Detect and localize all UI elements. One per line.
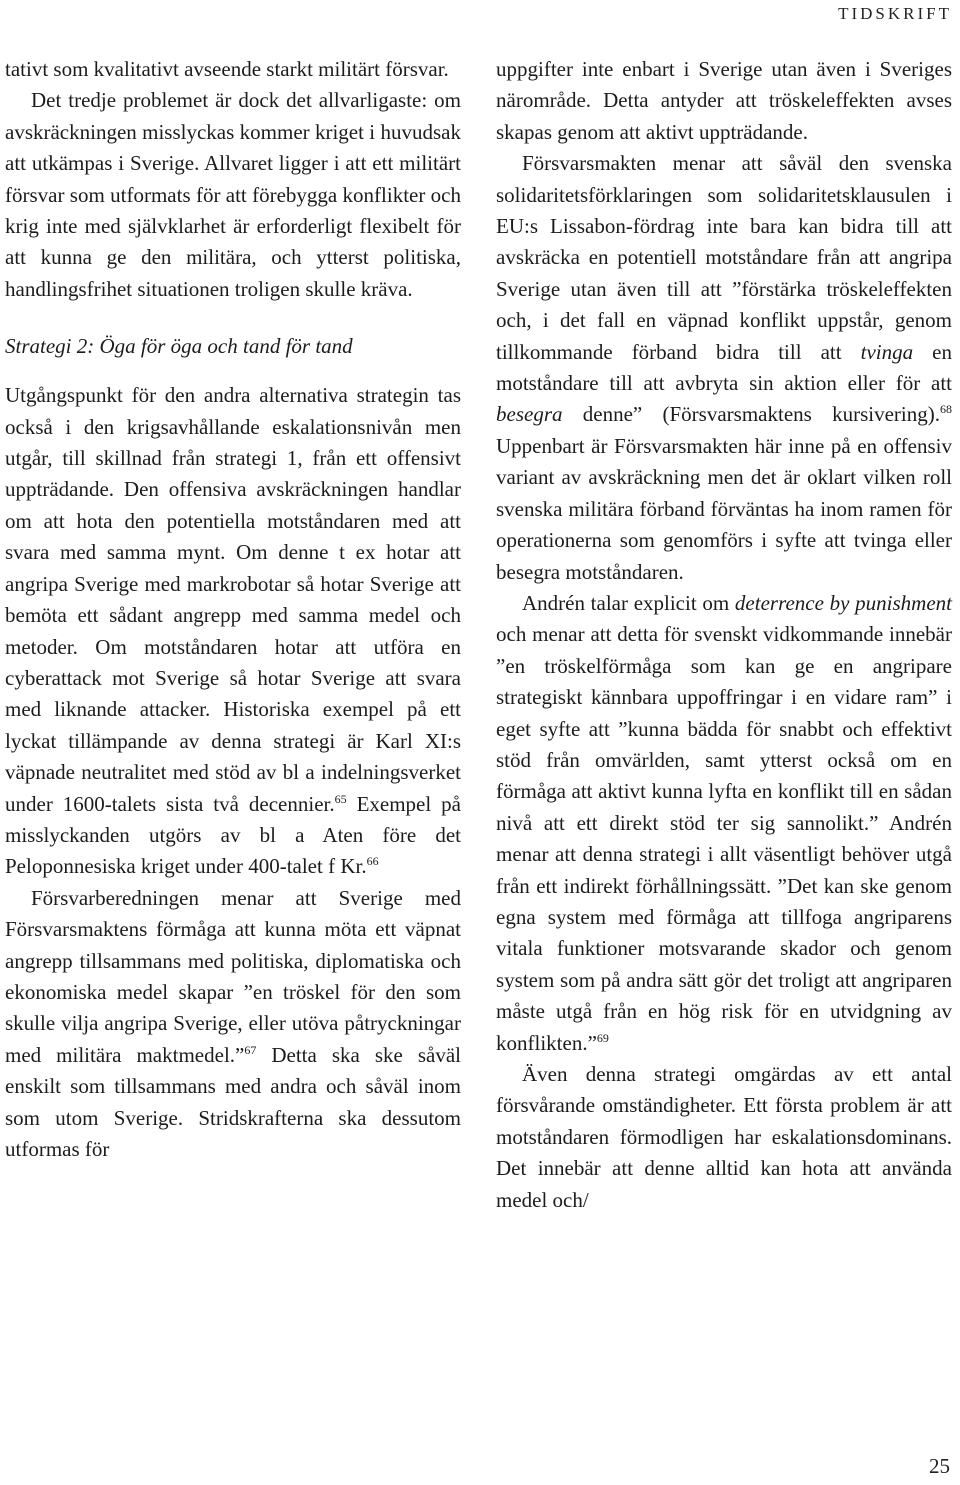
- paragraph: [496, 588, 952, 1059]
- section-heading: Strategi 2: Öga för öga och tand för tand: [5, 334, 353, 359]
- page-number: 25: [929, 1454, 950, 1478]
- emphasis: deterrence by punishment: [734, 590, 952, 615]
- paragraph: Det tredje problemet är dock det allvarligaste: om avskräckningen misslyckas kommer kriget i huvudsak att utkämpas i Sverige. Allvaret ligger i att ett militärt försvar som utformats för att förebygga konflikter och krig inte med självklarhet är erforderligt flexibelt för att kunna ge den militära, och ytterst politiska, handlingsfrihet situationen troligen skulle kräva.: [5, 88, 461, 301]
- paragraph: tativt som kvalitativt avseende starkt militärt försvar.: [5, 57, 449, 81]
- emphasis: besegra: [496, 402, 563, 427]
- left-column: [5, 54, 461, 1165]
- paragraph-text: och menar att detta för svenskt vidkommande innebär ”en tröskelförmåga som kan ge en angripare strategiskt kännbara uppoffringar i en vidare ram” i eget syfte att ”kunna bädda för snabbt och effektivt stöd från omvärlden, samt ytterst också om en förmåga att aktivt kunna lyfta en konflikt till en sådan nivå att ett direkt stöd ter sig sannolikt.” Andrén menar att denna strategi i allt väsentligt behöver utgå från ett indirekt förhållningssätt. ”Det kan ske genom egna system med förmåga att tillfoga angriparens vitala funktioner motsvarande skador och genom system som på andra sätt gör det troligt att angriparen måste utgå från en hög risk för en utvidgning av konflikten.”: [496, 622, 952, 1055]
- paragraph-text: Uppenbart är Försvarsmakten här inne på en offensiv variant av avskräckning men det är oklart vilken roll svenska militära förband förväntas ha inom ramen för operationerna som genomförs i syfte att tvinga eller besegra motståndaren.: [496, 433, 952, 584]
- footnote-ref: 67: [244, 1042, 257, 1057]
- emphasis: tvinga: [860, 339, 914, 364]
- paragraph-text: Andrén talar explicit om: [522, 590, 735, 615]
- paragraph: Även denna strategi omgärdas av ett antal försvårande omständigheter. Ett första problem är att motståndaren förmodligen har eskalationsdominans. Det innebär att denne alltid kan hota att använda medel och/: [496, 1062, 952, 1212]
- paragraph-text: en motståndare till att avbryta sin aktion eller för att: [496, 339, 953, 396]
- paragraph-text: Försvarsmakten menar att såväl den svenska solidaritetsförklaringen som solidaritetsklausulen i EU:s Lissabon-fördrag inte bara kan bidra till att avskräcka en potentiell motståndare från att angripa Sverige utan även till att ”förstärka tröskeleffekten och, i det fall en väpnad konflikt uppstår, genom tillkommande förband bidra till att: [496, 151, 952, 364]
- right-column: [496, 54, 952, 1216]
- footnote-ref: 66: [366, 854, 379, 869]
- paragraph-text: Försvarberedningen menar att Sverige med Försvarsmaktens förmåga att kunna möta ett väpnat angrepp tillsammans med politiska, diplomatiska och ekonomiska medel skapar ”en tröskel för den som skulle vilja angripa Sverige, eller utöva påtryckningar med militära maktmedel.”: [5, 885, 461, 1067]
- paragraph-text: denne” (Försvarsmaktens kursivering).: [562, 402, 940, 427]
- paragraph-text: Utgångspunkt för den andra alternativa strategin tas också i den krigsavhållande eskalationsnivån men utgår, till skillnad från strategi 1, från ett offensivt uppträdande. Den offensiva avskräckningen handlar om att hota den potentiella motståndaren med att svara med samma mynt. Om denne t ex hotar att angripa Sverige med markrobotar så hotar Sverige att bemöta ett sådant angrepp med samma medel och metoder. Om motståndaren hotar att utföra en cyberattack mot Sverige så hotar Sverige att svara med liknande attacker. Historiska exempel på ett lyckat tillämpande av denna strategi är Karl XI:s väpnade neutralitet med stöd av bl a indelningsverket under 1600-talets sista två decennier.: [5, 383, 461, 816]
- footnote-ref: 65: [334, 791, 347, 806]
- footnote-ref: 69: [596, 1030, 609, 1045]
- paragraph-text: Exempel på misslyckanden utgörs av bl a Aten före det Peloponnesiska kriget under 400-talet f Kr.: [5, 791, 461, 879]
- paragraph: [5, 380, 461, 883]
- footnote-ref: 68: [940, 402, 952, 417]
- paragraph: [5, 883, 461, 1166]
- paragraph-text: Detta ska ske såväl enskilt som tillsammans med andra och såväl inom som utom Sverige. Stridskrafterna ska dessutom utformas för: [5, 1042, 461, 1161]
- paragraph: uppgifter inte enbart i Sverige utan även i Sveriges närområde. Detta antyder att tröskeleffekten avses skapas genom att aktivt uppträdande.: [496, 57, 952, 144]
- paragraph: [496, 148, 952, 588]
- running-head: TIDSKRIFT: [838, 4, 952, 23]
